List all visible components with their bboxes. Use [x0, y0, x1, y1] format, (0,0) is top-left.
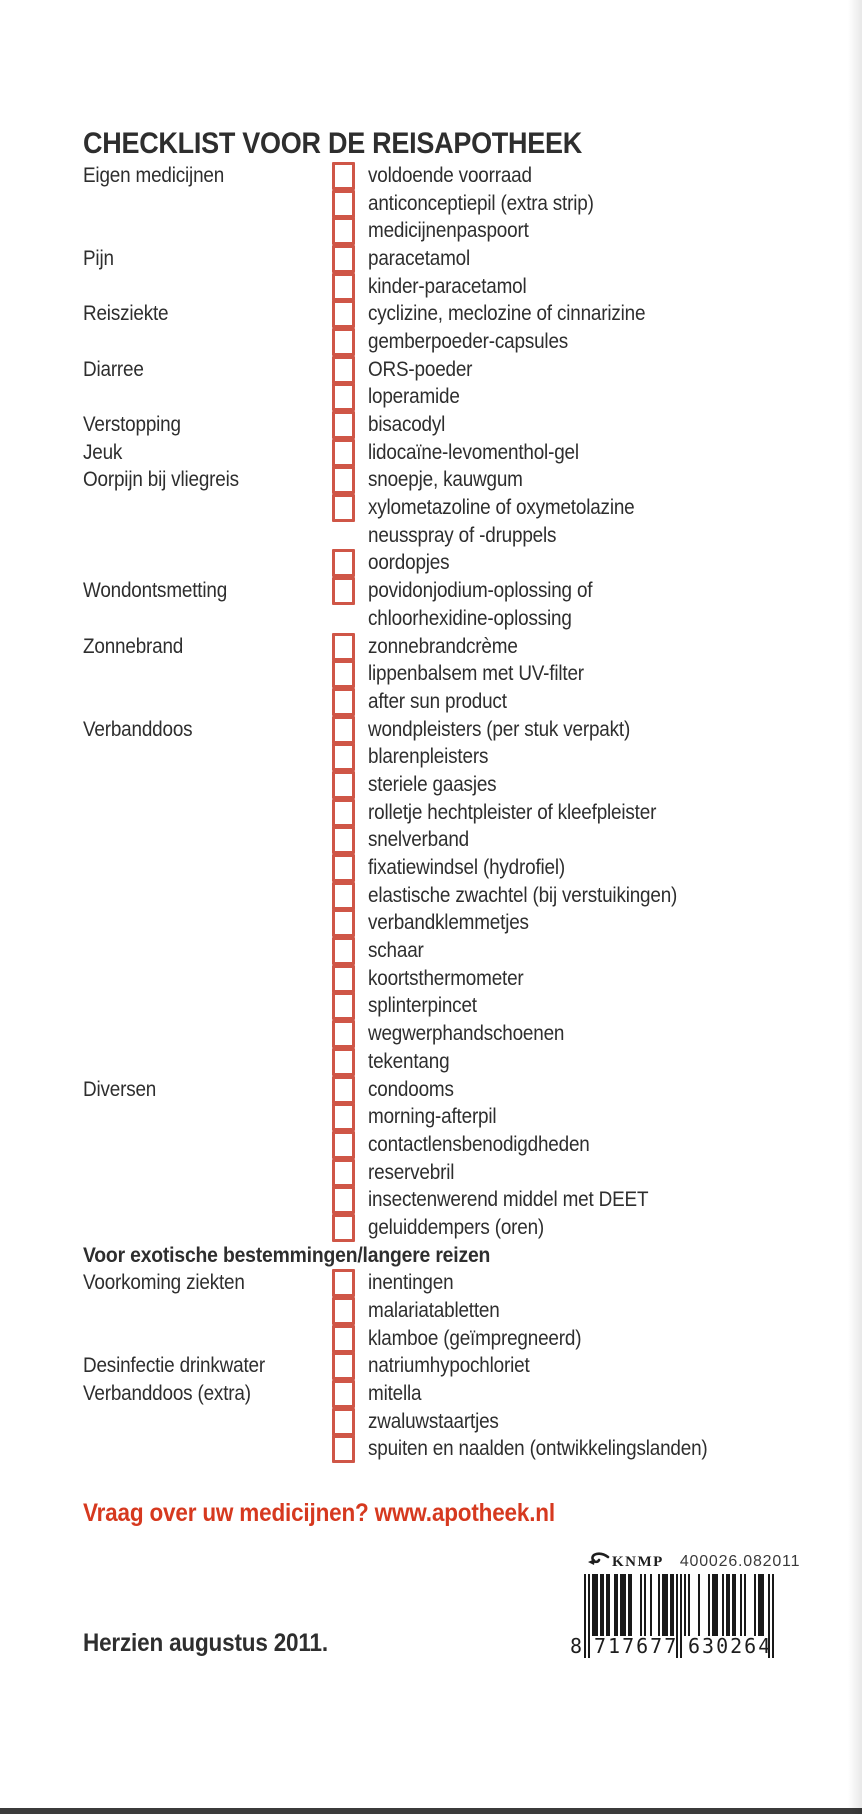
- barcode-digit-first: 8: [570, 1634, 583, 1658]
- row-item: ORS-poeder: [368, 357, 473, 381]
- checklist-row: [83, 522, 803, 550]
- page-title: CHECKLIST VOOR DE REISAPOTHEEK: [83, 127, 582, 161]
- checkbox[interactable]: [332, 826, 355, 854]
- row-category: Eigen medicijnen: [83, 163, 225, 187]
- row-item: wegwerphandschoenen: [368, 1022, 565, 1046]
- row-category: Verbanddoos: [83, 717, 193, 741]
- row-item: wondpleisters (per stuk verpakt): [368, 717, 631, 741]
- checklist-row: [83, 190, 803, 218]
- checkbox[interactable]: [332, 1214, 355, 1242]
- checklist-row: [83, 993, 803, 1021]
- checkbox[interactable]: [332, 245, 355, 273]
- row-category: Wondontsmetting: [83, 579, 228, 603]
- row-item: koortsthermometer: [368, 966, 524, 990]
- checkbox[interactable]: [332, 1020, 355, 1048]
- checkbox[interactable]: [332, 1159, 355, 1187]
- checklist-row: [83, 1408, 803, 1436]
- row-item: oordopjes: [368, 551, 450, 575]
- row-item: lidocaïne-levomenthol-gel: [368, 440, 579, 464]
- row-category: Pijn: [83, 246, 114, 270]
- checklist-row: [83, 1380, 803, 1408]
- row-category: Diarree: [83, 357, 144, 381]
- checkbox[interactable]: [332, 1408, 355, 1436]
- checklist-row: [83, 1353, 803, 1381]
- checklist-row: [83, 910, 803, 938]
- checkbox[interactable]: [332, 1269, 355, 1297]
- checklist-row: [83, 688, 803, 716]
- checkbox[interactable]: [332, 383, 355, 411]
- checkbox[interactable]: [332, 937, 355, 965]
- checklist-row: [83, 1297, 803, 1325]
- checklist-row: [83, 633, 803, 661]
- checklist-row: [83, 605, 803, 633]
- row-item: bisacodyl: [368, 413, 446, 437]
- checklist-row: [83, 162, 803, 190]
- checklist-row: [83, 882, 803, 910]
- checklist-row: [83, 1048, 803, 1076]
- checklist-row: [83, 1103, 803, 1131]
- barcode: [568, 1574, 780, 1660]
- knmp-logo: [586, 1552, 664, 1572]
- checkbox[interactable]: [332, 688, 355, 716]
- checklist-row: [83, 1020, 803, 1048]
- publisher-block: [586, 1550, 800, 1574]
- checklist-row: [83, 771, 803, 799]
- checkbox[interactable]: [332, 1352, 355, 1380]
- checkbox[interactable]: [332, 633, 355, 661]
- checklist-row: [83, 1131, 803, 1159]
- row-category: Zonnebrand: [83, 634, 184, 658]
- checkbox[interactable]: [332, 217, 355, 245]
- row-item: natriumhypochloriet: [368, 1354, 530, 1378]
- row-item: zwaluwstaartjes: [368, 1409, 499, 1433]
- checkbox[interactable]: [332, 854, 355, 882]
- row-item: neusspray of -druppels: [368, 523, 557, 547]
- row-item: verbandklemmetjes: [368, 911, 529, 935]
- checklist-row: [83, 965, 803, 993]
- checkbox[interactable]: [332, 882, 355, 910]
- checklist-row: [83, 273, 803, 301]
- checklist-row: [83, 1242, 803, 1270]
- checkbox[interactable]: [332, 1380, 355, 1408]
- checkbox[interactable]: [332, 1048, 355, 1076]
- row-item: povidonjodium-oplossing of: [368, 579, 593, 603]
- row-item: insectenwerend middel met DEET: [368, 1188, 649, 1212]
- row-category: Diversen: [83, 1077, 157, 1101]
- checklist-row: [83, 217, 803, 245]
- checkbox[interactable]: [332, 190, 355, 218]
- checklist-row: [83, 660, 803, 688]
- row-item: spuiten en naalden (ontwikkelingslanden): [368, 1437, 708, 1461]
- checklist-row: [83, 1270, 803, 1298]
- row-category: Voorkoming ziekten: [83, 1271, 245, 1295]
- checkbox[interactable]: [332, 909, 355, 937]
- row-item: geluiddempers (oren): [368, 1215, 545, 1239]
- row-item: anticonceptiepil (extra strip): [368, 191, 594, 215]
- checkbox[interactable]: [332, 743, 355, 771]
- row-item: medicijnenpaspoort: [368, 219, 529, 243]
- row-item: inentingen: [368, 1271, 454, 1295]
- checkbox[interactable]: [332, 716, 355, 744]
- checkbox[interactable]: [332, 1131, 355, 1159]
- checklist-row: [83, 300, 803, 328]
- checklist-row: [83, 494, 803, 522]
- checklist-row: [83, 1214, 803, 1242]
- row-category: Oorpijn bij vliegreis: [83, 468, 239, 492]
- checklist-row: [83, 577, 803, 605]
- checkbox[interactable]: [332, 1325, 355, 1353]
- checkbox[interactable]: [332, 356, 355, 384]
- row-item: snoepje, kauwgum: [368, 468, 523, 492]
- checkbox[interactable]: [332, 771, 355, 799]
- checklist-row: [83, 550, 803, 578]
- row-category: Voor exotische bestemmingen/langere reizen: [83, 1243, 491, 1268]
- row-item: reservebril: [368, 1160, 455, 1184]
- checklist: [83, 162, 803, 1463]
- checkbox[interactable]: [332, 1297, 355, 1325]
- row-category: Desinfectie drinkwater: [83, 1354, 265, 1378]
- barcode-digits-right: 630264: [688, 1634, 773, 1658]
- checklist-row: [83, 467, 803, 495]
- checklist-row: [83, 439, 803, 467]
- checklist-row: [83, 827, 803, 855]
- row-item: condooms: [368, 1077, 454, 1101]
- row-item: chloorhexidine-oplossing: [368, 606, 572, 630]
- row-category: Jeuk: [83, 440, 123, 464]
- checkbox[interactable]: [332, 1435, 355, 1463]
- checklist-row: [83, 411, 803, 439]
- row-item: after sun product: [368, 689, 507, 713]
- checkbox[interactable]: [332, 549, 355, 577]
- row-item: rolletje hechtpleister of kleefpleister: [368, 800, 657, 824]
- checklist-row: [83, 854, 803, 882]
- checkbox[interactable]: [332, 992, 355, 1020]
- row-item: tekentang: [368, 1049, 450, 1073]
- question-line: Vraag over uw medicijnen? www.apotheek.nl: [83, 1499, 555, 1527]
- checkbox[interactable]: [332, 162, 355, 190]
- checkbox[interactable]: [332, 1186, 355, 1214]
- checklist-row: [83, 1325, 803, 1353]
- checkbox[interactable]: [332, 965, 355, 993]
- checklist-row: [83, 937, 803, 965]
- checklist-row: [83, 1159, 803, 1187]
- row-item: morning-afterpil: [368, 1105, 497, 1129]
- publisher-code: 400026.082011: [679, 1553, 801, 1570]
- row-item: splinterpincet: [368, 994, 477, 1018]
- checkbox[interactable]: [332, 1103, 355, 1131]
- row-item: kinder-paracetamol: [368, 274, 527, 298]
- row-item: paracetamol: [368, 246, 471, 270]
- checklist-row: [83, 743, 803, 771]
- row-item: zonnebrandcrème: [368, 634, 518, 658]
- row-item: steriele gaasjes: [368, 772, 497, 796]
- knmp-logo-text: KNMP: [612, 1553, 664, 1570]
- checkbox[interactable]: [332, 799, 355, 827]
- checkbox[interactable]: [332, 439, 355, 467]
- checklist-row: [83, 716, 803, 744]
- row-item: lippenbalsem met UV-filter: [368, 662, 584, 686]
- revision-note: Herzien augustus 2011.: [83, 1629, 328, 1657]
- row-item: fixatiewindsel (hydrofiel): [368, 856, 566, 880]
- checkbox[interactable]: [332, 660, 355, 688]
- checkbox[interactable]: [332, 577, 355, 605]
- checklist-row: [83, 1186, 803, 1214]
- row-item: voldoende voorraad: [368, 163, 532, 187]
- row-item: klamboe (geïmpregneerd): [368, 1326, 582, 1350]
- row-item: snelverband: [368, 828, 469, 852]
- row-item: cyclizine, meclozine of cinnarizine: [368, 302, 646, 326]
- checkbox[interactable]: [332, 466, 355, 494]
- row-item: contactlensbenodigdheden: [368, 1132, 590, 1156]
- bottom-bar: [0, 1808, 862, 1814]
- checklist-row: [83, 328, 803, 356]
- row-item: gemberpoeder-capsules: [368, 329, 569, 353]
- knmp-snake-icon: [586, 1552, 610, 1572]
- row-item: mitella: [368, 1382, 422, 1406]
- row-category: Reisziekte: [83, 302, 169, 326]
- row-category: Verbanddoos (extra): [83, 1382, 251, 1406]
- checklist-row: [83, 1076, 803, 1104]
- checkbox[interactable]: [332, 411, 355, 439]
- checkbox[interactable]: [332, 300, 355, 328]
- row-item: loperamide: [368, 385, 460, 409]
- row-item: blarenpleisters: [368, 745, 489, 769]
- checkbox[interactable]: [332, 1076, 355, 1104]
- checklist-row: [83, 1436, 803, 1464]
- row-item: elastische zwachtel (bij verstuikingen): [368, 883, 678, 907]
- barcode-digits-left: 717677: [594, 1634, 679, 1658]
- checklist-row: [83, 799, 803, 827]
- checkbox[interactable]: [332, 328, 355, 356]
- row-item: schaar: [368, 939, 424, 963]
- row-item: malariatabletten: [368, 1299, 500, 1323]
- checklist-row: [83, 245, 803, 273]
- checklist-row: [83, 356, 803, 384]
- row-category: Verstopping: [83, 413, 181, 437]
- row-item: xylometazoline of oxymetolazine: [368, 496, 635, 520]
- checkbox[interactable]: [332, 494, 355, 522]
- checklist-row: [83, 384, 803, 412]
- checkbox[interactable]: [332, 273, 355, 301]
